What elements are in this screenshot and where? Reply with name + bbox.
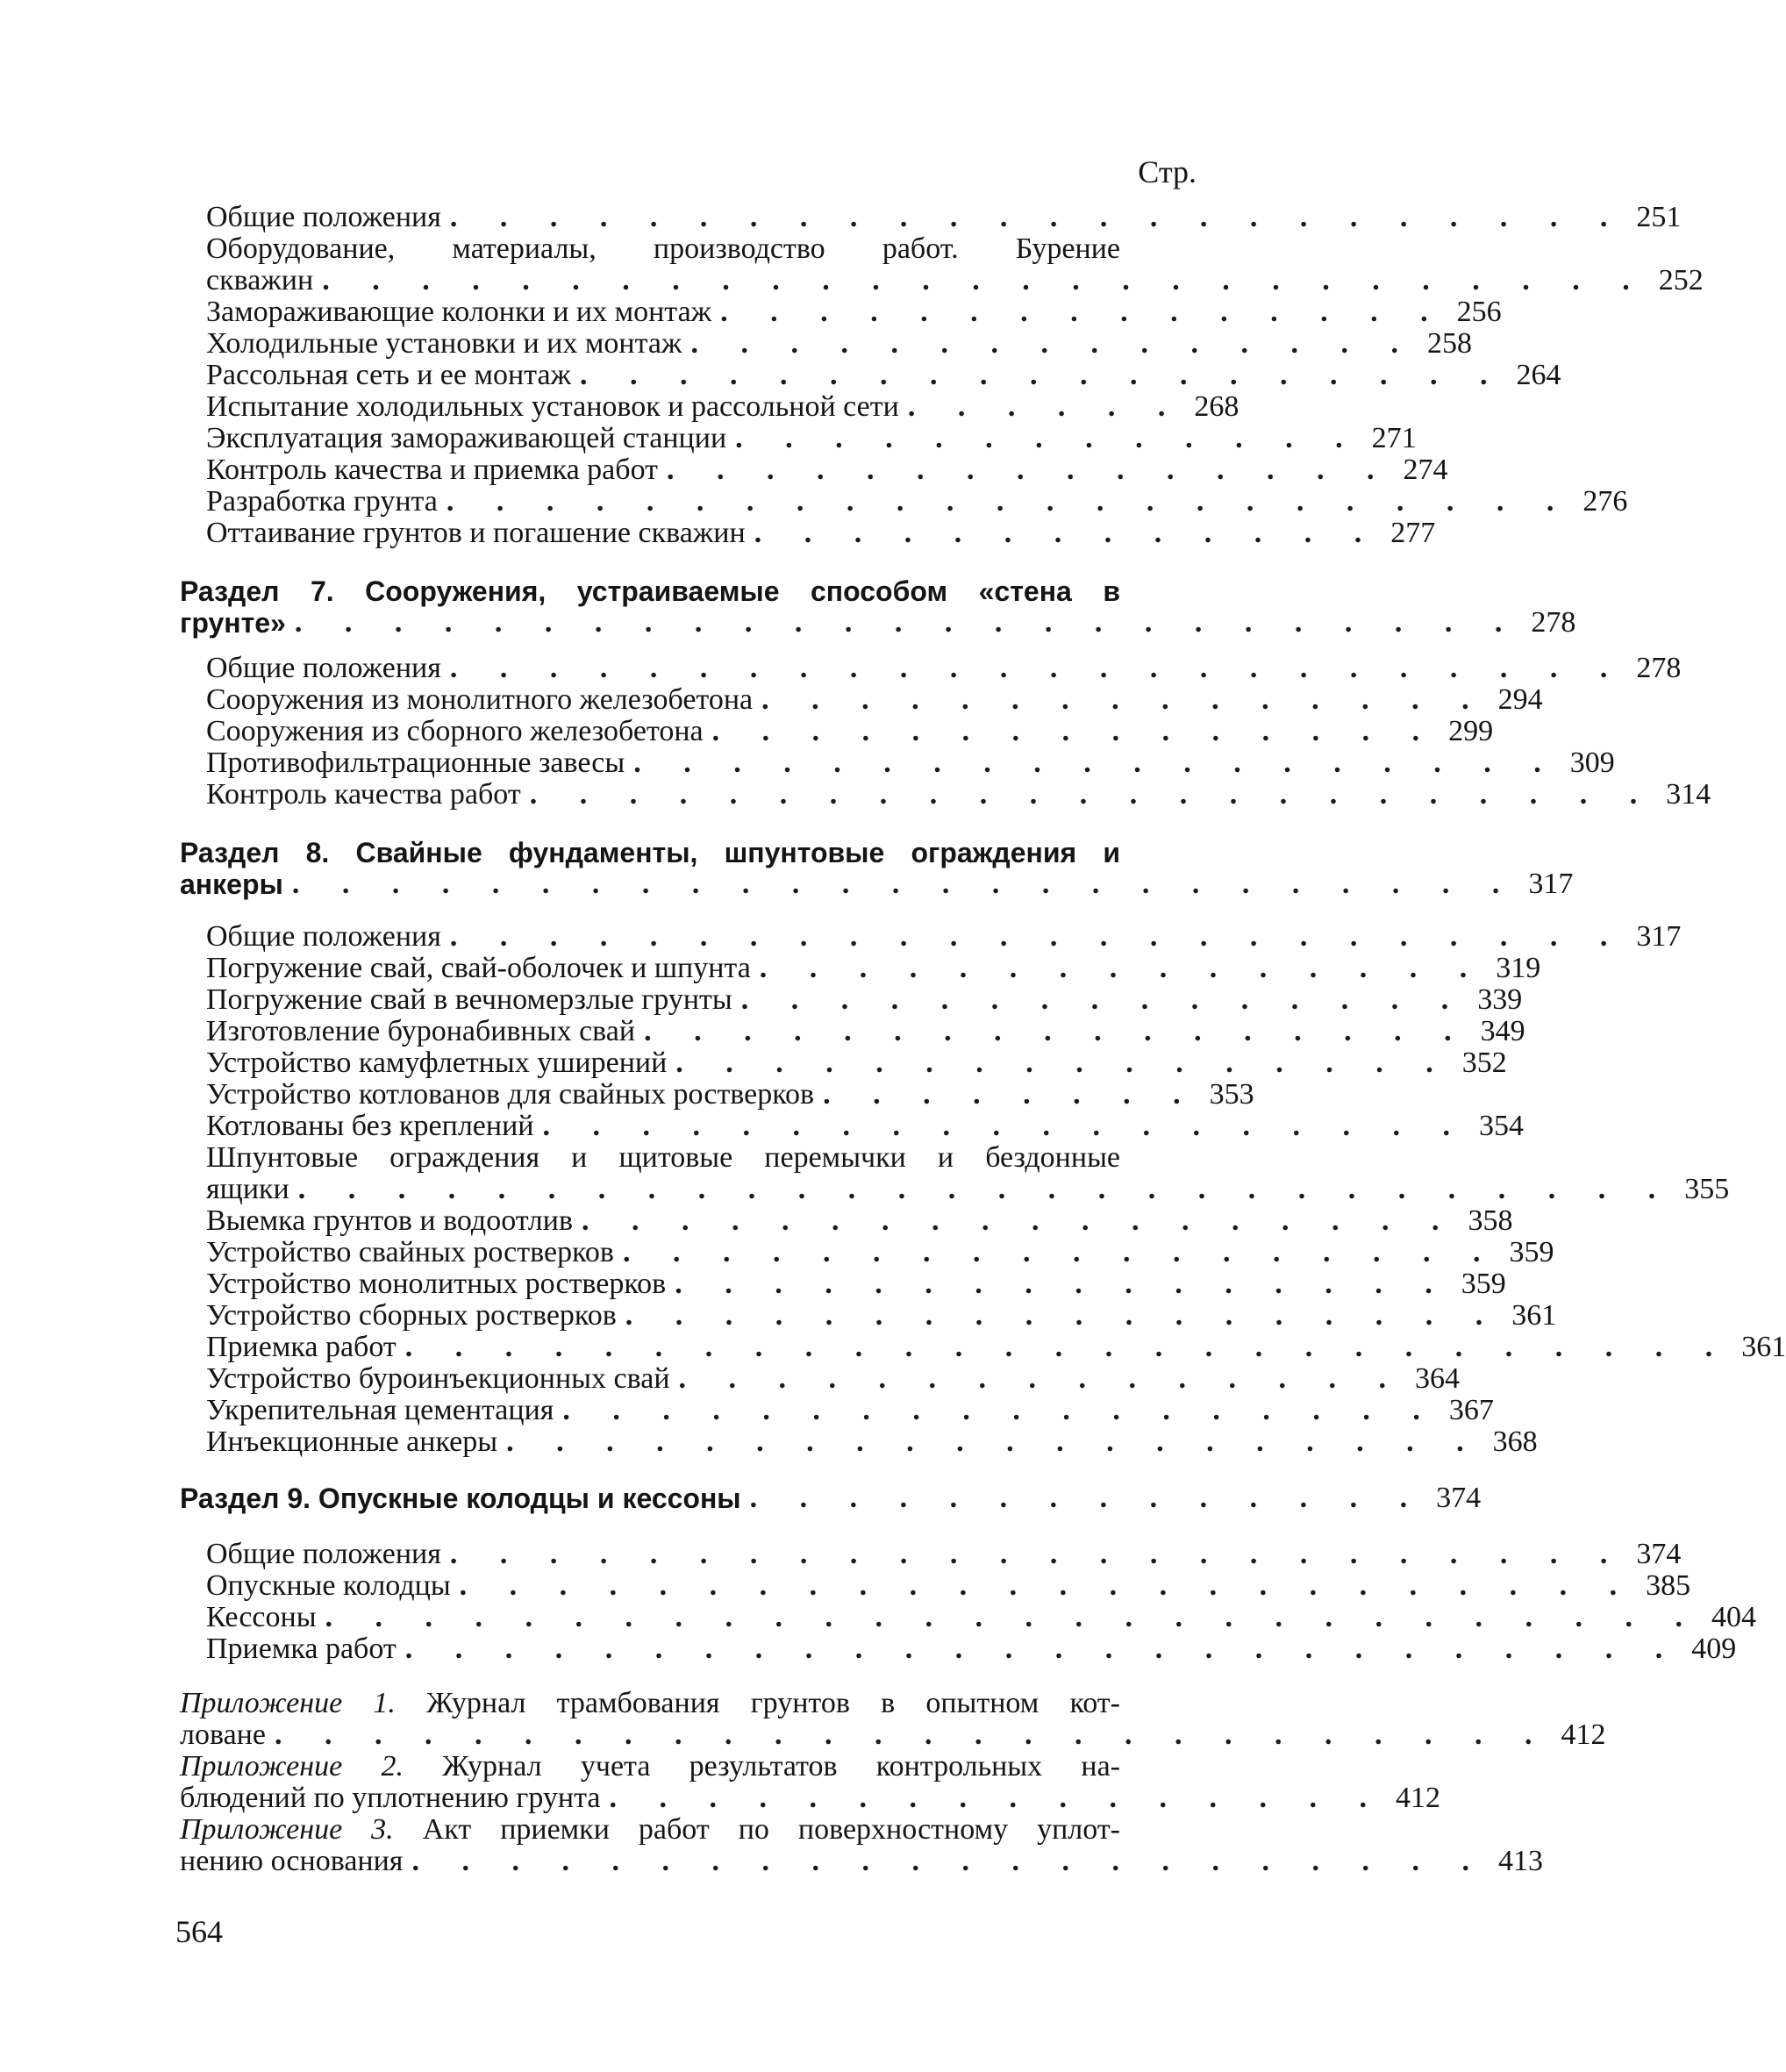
section-title-line1: Раздел 7. Сооружения, устраиваемые способом «стена в (180, 575, 1120, 607)
dot-leader: . . . . . . . . . . . . . . . . . (644, 1015, 1469, 1047)
dot-leader: . . . . . . . . . . . . . . . . . . . . . . . . . . (274, 1718, 1550, 1751)
dot-leader: . . . . . . (907, 390, 1183, 423)
dot-leader: . . . . . . . . . . . . . . . (666, 454, 1392, 486)
appendix-entry: ловане . . . . . . . . . . . . . . . . . . . . . . . . . . 412 (180, 1718, 1606, 1751)
dot-leader: . . . . . . . . . . . . . (754, 517, 1380, 549)
toc-entry: Кессоны . . . . . . . . . . . . . . . . . . . . . . . . . . . . 404 (206, 1601, 1757, 1633)
dot-leader: . . . . . . . . . . . . . (735, 422, 1361, 454)
toc-entry: Испытание холодильных установок и рассольной сети . . . . . . 268 (206, 390, 1239, 423)
dot-leader: . . . . . . . . . . . . . . . (678, 1362, 1404, 1395)
toc-entry: Устройство буроинъекционных свай . . . . . . . . . . . . . . . 364 (206, 1362, 1461, 1395)
dot-leader: . . . . . . . . . . . . . . . . . . . . . . (411, 1845, 1487, 1877)
section-heading: анкеры . . . . . . . . . . . . . . . . . . . . . . . . . 317 (180, 868, 1574, 900)
toc-entry: Котлованы без креплений . . . . . . . . . . . . . . . . . . . 354 (206, 1110, 1524, 1142)
toc-entry: Контроль качества и приемка работ . . . . . . . . . . . . . . . 274 (206, 454, 1448, 486)
toc-entry: Изготовление буронабивных свай . . . . . . . . . . . . . . . . . 349 (206, 1015, 1525, 1047)
dot-leader: . . . . . . . . . . . . . . . . . . . . . . . . . . . (322, 264, 1647, 297)
appendix-line1: Приложение 1. Журнал трамбования грунтов в опытном кот- (180, 1687, 1120, 1719)
dot-leader: . . . . . . . . . . . . . . . . (675, 1268, 1450, 1300)
toc-entry: Устройство свайных ростверков . . . . . . . . . . . . . . . . . . 359 (206, 1236, 1554, 1268)
dot-leader: . . . . . . . . . . . . . . . . . . . . . . . . . . (404, 1633, 1681, 1665)
toc-entry: Оттаивание грунтов и погашение скважин . . . . . . . . . . . . . 277 (206, 517, 1436, 549)
toc-entry: Общие положения . . . . . . . . . . . . . . . . . . . . . . . . 278 (206, 652, 1682, 684)
toc-entry: Противофильтрационные завесы . . . . . . . . . . . . . . . . . . . 309 (206, 747, 1615, 779)
dot-leader: . . . . . . . . . . . . . . . (720, 296, 1446, 328)
dot-leader: . . . . . . . . . . . . . . . . . . . (580, 359, 1505, 391)
toc-entry: Погружение свай, свай-оболочек и шпунта . . . . . . . . . . . . . . . 319 (206, 952, 1541, 984)
toc-entry: Контроль качества работ . . . . . . . . . . . . . . . . . . . . . . . 314 (206, 778, 1711, 811)
dot-leader: . . . . . . . . . . . . . . . . . . (562, 1394, 1438, 1426)
dot-leader: . . . . . . . . . . . . . . . . . . . . . . . . (449, 201, 1625, 233)
toc-entry: Устройство монолитных ростверков . . . . . . . . . . . . . . . . 359 (206, 1268, 1506, 1300)
dot-leader: . . . . . . . . . . . . . . . . . . . (542, 1110, 1468, 1142)
toc-entry: Эксплуатация замораживающей станции . . . . . . . . . . . . . 271 (206, 422, 1417, 454)
toc-entry: Выемка грунтов и водоотлив . . . . . . . . . . . . . . . . . . 358 (206, 1204, 1513, 1237)
section-title-line1: Раздел 8. Свайные фундаменты, шпунтовые ограждения и (180, 837, 1120, 868)
dot-leader: . . . . . . . . . . . . . . . . (609, 1782, 1384, 1814)
dot-leader: . . . . . . . . . . . . . . . . . . . . (506, 1425, 1482, 1458)
dot-leader: . . . . . . . . . . . . . . . (740, 983, 1467, 1016)
dot-leader: . . . . . . . . . . . . . . . . . . . . . . . . . . . . (325, 1601, 1701, 1633)
toc-entry: Устройство котлованов для свайных ростверков . . . . . . . . 353 (206, 1078, 1254, 1111)
dot-leader: . . . . . . . . . . . . . . (749, 1482, 1425, 1514)
dot-leader: . . . . . . . . . . . . . . . . . . . . . . . (529, 778, 1655, 811)
dot-leader: . . . . . . . . . . . . . . . . . . . . . . . . . . . (404, 1331, 1731, 1363)
toc-entry: ящики . . . . . . . . . . . . . . . . . . . . . . . . . . . . 355 (206, 1173, 1730, 1205)
dot-leader: . . . . . . . . . . . . . . . (761, 683, 1487, 716)
appendix-line1: Приложение 3. Акт приемки работ по поверхностному уплот- (180, 1813, 1121, 1846)
toc-entry: Рассольная сеть и ее монтаж . . . . . . . . . . . . . . . . . . . 264 (206, 359, 1561, 391)
toc-entry-line1: Оборудование, материалы, производство работ. Бурение (206, 232, 1120, 265)
appendix-entry: блюдений по уплотнению грунта . . . . . . . . . . . . . . . . 412 (180, 1782, 1440, 1814)
toc-entry: Сооружения из монолитного железобетона . . . . . . . . . . . . . . . 294 (206, 683, 1543, 716)
page-column-header: Стр. (1138, 154, 1197, 189)
toc-entry: Общие положения . . . . . . . . . . . . . . . . . . . . . . . . 374 (206, 1538, 1682, 1570)
toc-entry: Разработка грунта . . . . . . . . . . . . . . . . . . . . . . . 276 (206, 485, 1628, 518)
dot-leader: . . . . . . . . . . . . . . . . . . . . . . . . (449, 920, 1625, 953)
toc-entry: Общие положения . . . . . . . . . . . . . . . . . . . . . . . . 317 (206, 920, 1682, 953)
dot-leader: . . . . . . . . . . . . . . . (690, 327, 1416, 360)
dot-leader: . . . . . . . . . . . . . . . . . . . . . . . . . . . . (297, 1173, 1674, 1205)
dot-leader: . . . . . . . . . . . . . . . (711, 715, 1438, 747)
toc-entry: Устройство камуфлетных уширений . . . . . . . . . . . . . . . . 352 (206, 1047, 1507, 1079)
appendix-entry: нению основания . . . . . . . . . . . . . . . . . . . . . . 413 (180, 1845, 1543, 1877)
dot-leader: . . . . . . . . . . . . . . . . . . . . . . . . . (291, 868, 1518, 900)
toc-entry: Устройство сборных ростверков . . . . . . . . . . . . . . . . . . 361 (206, 1299, 1557, 1332)
toc-entry: скважин . . . . . . . . . . . . . . . . . . . . . . . . . . . 252 (206, 264, 1704, 297)
dot-leader: . . . . . . . . . . . . . . . . (675, 1047, 1451, 1079)
toc-entry: Опускные колодцы . . . . . . . . . . . . . . . . . . . . . . . . 385 (206, 1569, 1691, 1602)
toc-entry-line1: Шпунтовые ограждения и щитовые перемычки и бездонные (206, 1141, 1120, 1174)
dot-leader: . . . . . . . . . . . . . . . (759, 952, 1485, 984)
toc-entry: Приемка работ . . . . . . . . . . . . . . . . . . . . . . . . . . 409 (206, 1633, 1737, 1665)
dot-leader: . . . . . . . . . . . . . . . . . . . . . . . . (449, 1538, 1625, 1570)
section-heading: Раздел 9. Опускные колодцы и кессоны . . . . . . . . . . . . . . 374 (180, 1482, 1482, 1514)
toc-entry: Общие положения . . . . . . . . . . . . . . . . . . . . . . . . 251 (206, 201, 1682, 233)
dot-leader: . . . . . . . . . . . . . . . . . . . . . . . . (449, 652, 1625, 684)
toc-entry: Укрепительная цементация . . . . . . . . . . . . . . . . . . 367 (206, 1394, 1494, 1426)
section-heading: грунте» . . . . . . . . . . . . . . . . . . . . . . . . . 278 (180, 606, 1576, 639)
toc-entry: Приемка работ . . . . . . . . . . . . . . . . . . . . . . . . . . . 361 (206, 1331, 1786, 1363)
toc-entry: Холодильные установки и их монтаж . . . . . . . . . . . . . . . 258 (206, 327, 1472, 360)
appendix-line1: Приложение 2. Журнал учета результатов контрольных на- (180, 1750, 1121, 1783)
dot-leader: . . . . . . . . . . . . . . . . . . (622, 1236, 1498, 1268)
toc-entry: Погружение свай в вечномерзлые грунты . . . . . . . . . . . . . . . 339 (206, 983, 1523, 1016)
dot-leader: . . . . . . . . . . . . . . . . . . . . . . . (446, 485, 1572, 518)
dot-leader: . . . . . . . . . . . . . . . . . . . . . . . . (459, 1569, 1635, 1602)
toc-entry: Замораживающие колонки и их монтаж . . . . . . . . . . . . . . . 256 (206, 296, 1502, 328)
dot-leader: . . . . . . . . . . . . . . . . . . (625, 1299, 1501, 1332)
dot-leader: . . . . . . . . . . . . . . . . . . . . . . . . . (294, 606, 1520, 639)
toc-entry: Сооружения из сборного железобетона . . . . . . . . . . . . . . . 299 (206, 715, 1494, 747)
dot-leader: . . . . . . . . (823, 1078, 1198, 1111)
toc-entry: Инъекционные анкеры . . . . . . . . . . . . . . . . . . . . 368 (206, 1425, 1538, 1458)
dot-leader: . . . . . . . . . . . . . . . . . . (582, 1204, 1457, 1237)
dot-leader: . . . . . . . . . . . . . . . . . . . (633, 747, 1559, 779)
page-number: 564 (175, 1914, 223, 1949)
